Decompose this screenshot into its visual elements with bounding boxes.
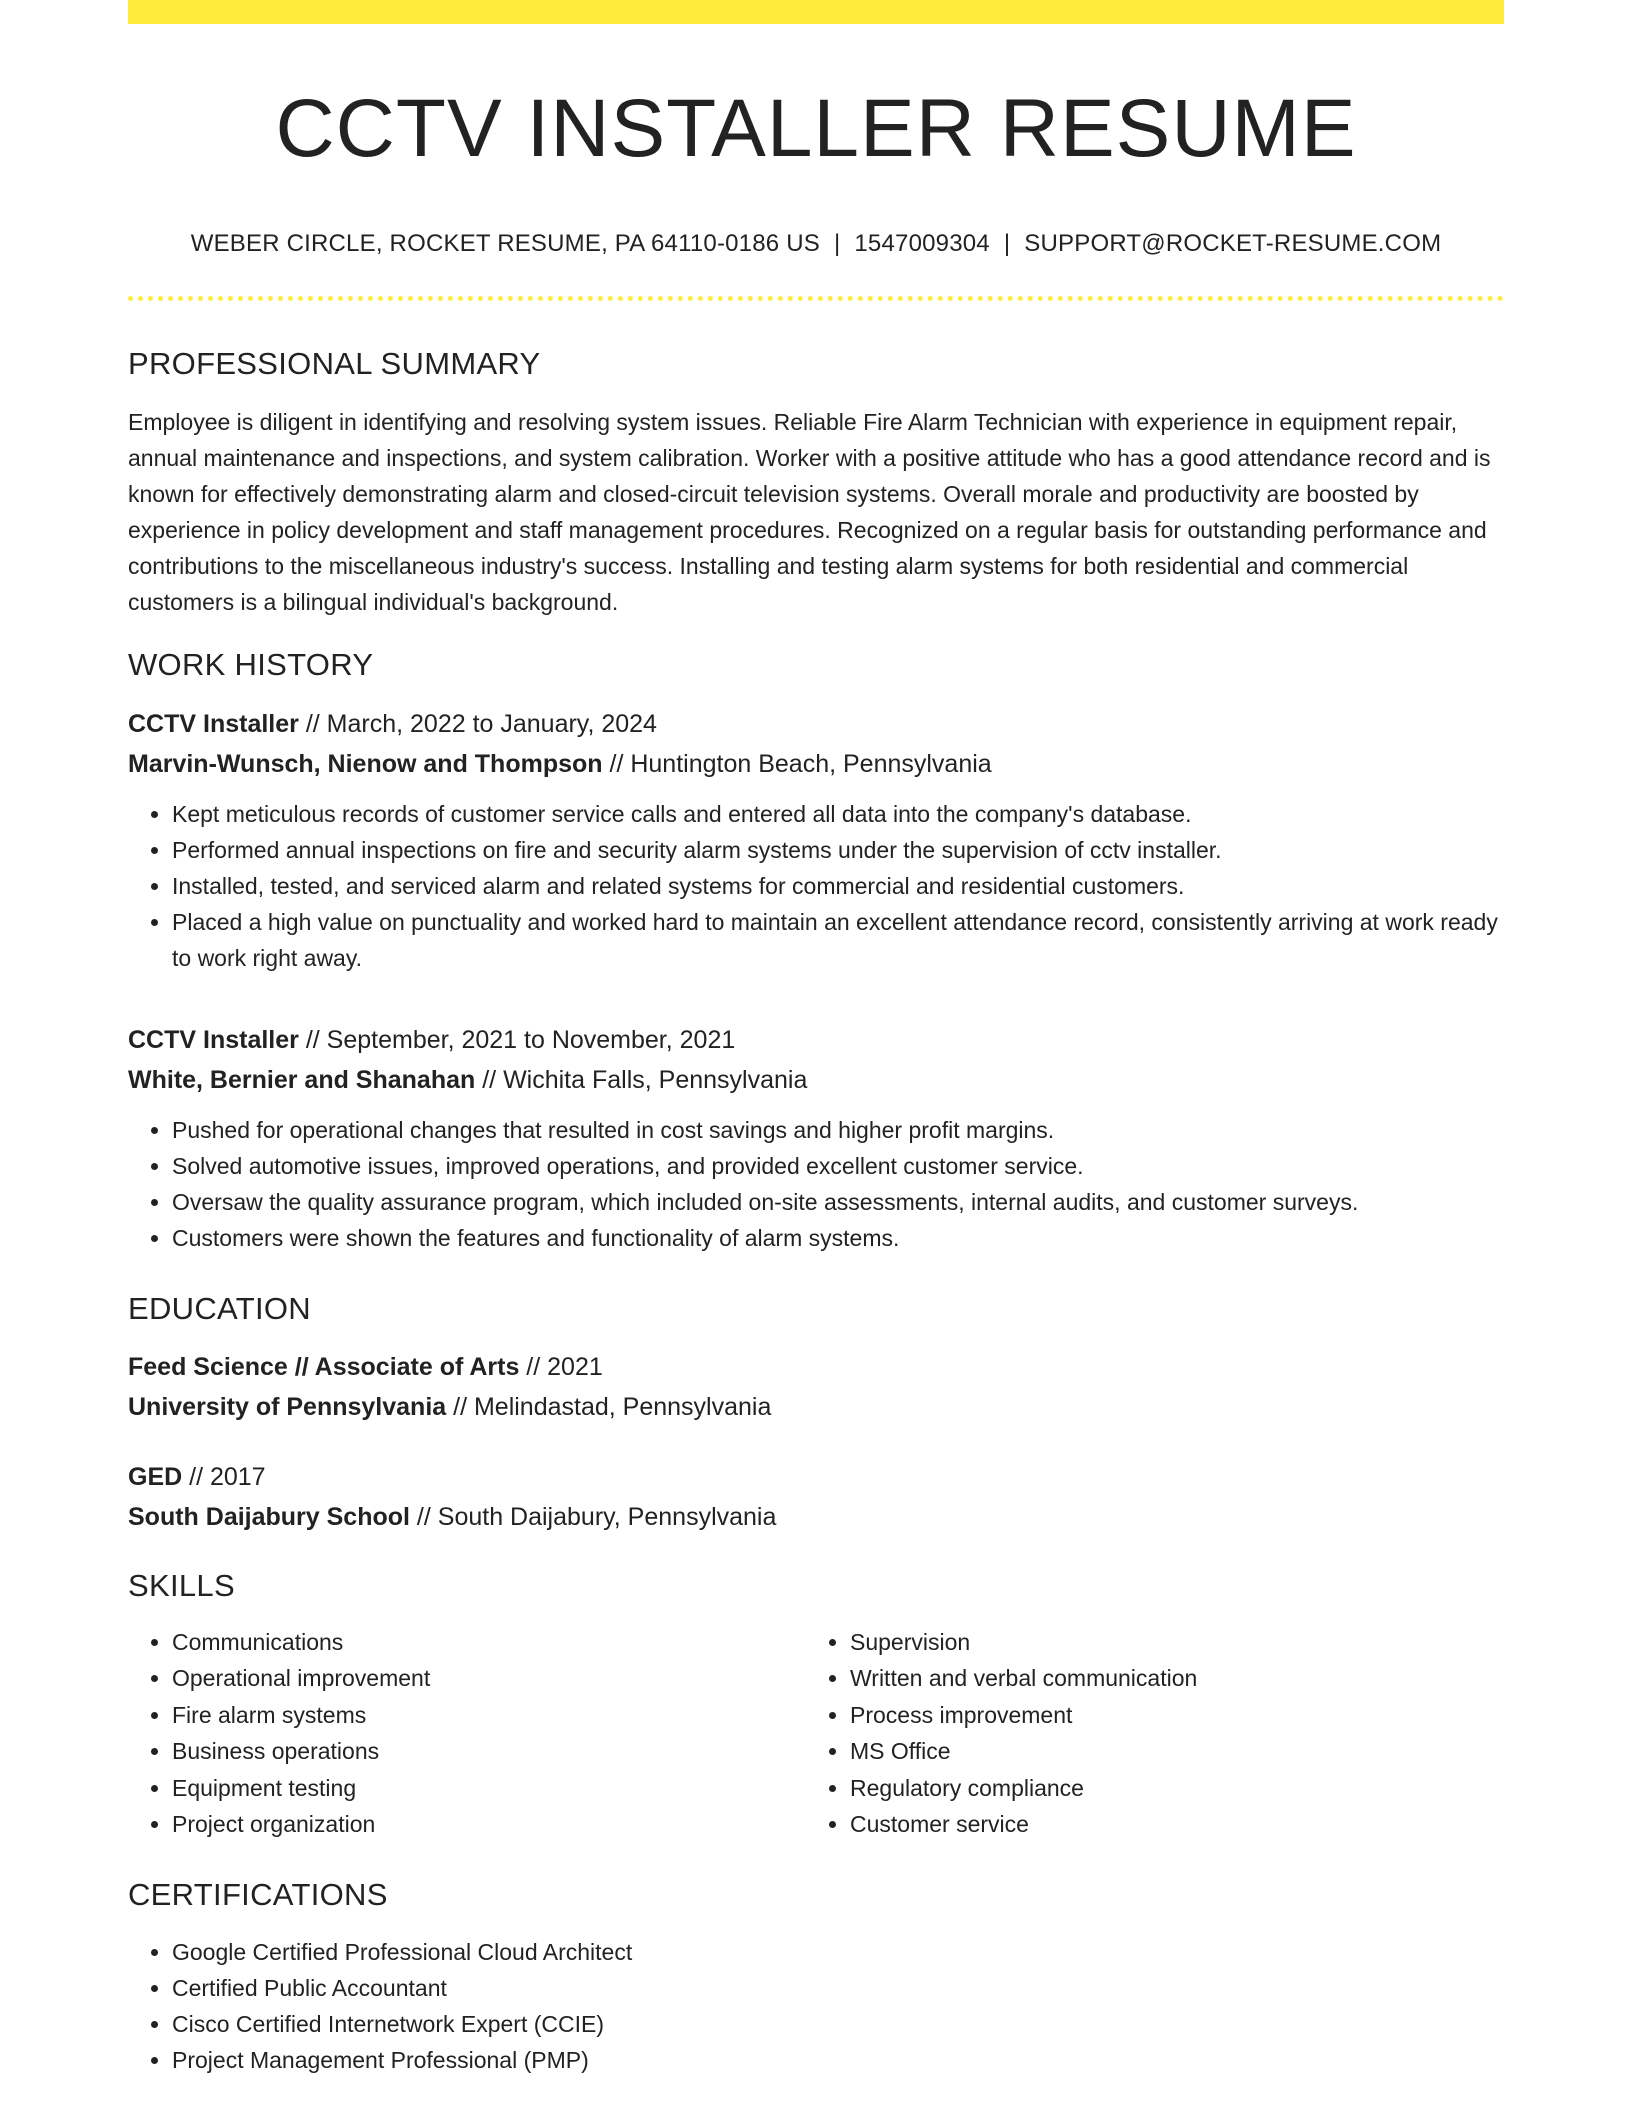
resume-page [128,0,1504,2078]
list-item: • Placed a high value on punctuality and worked hard to maintain an excellent attendance record, consistently arriving at work ready to work right away. [172,904,1504,976]
education-location: // South Daijabury, Pennsylvania [409,1502,777,1531]
job-company-line [128,1060,1504,1100]
list-item: • Equipment testing [172,1770,806,1806]
list-item: • Customer service [850,1806,1484,1842]
resume-title: CCTV INSTALLER RESUME [275,83,1357,174]
education-entry [128,1347,1504,1427]
education-school: South Daijabury School [128,1502,410,1531]
list-item: • Installed, tested, and serviced alarm and related systems for commercial and residential customers. [172,868,1504,904]
job-dates: // September, 2021 to November, 2021 [298,1025,736,1054]
contact-separator: | [833,230,841,258]
list-item: • Regulatory compliance [850,1770,1484,1806]
job-title: CCTV Installer [128,709,299,738]
education-school: University of Pennsylvania [128,1392,447,1421]
list-item: • Operational improvement [172,1660,806,1696]
job-entry [128,1020,1504,1256]
skills-right-column [806,1624,1484,1842]
education-year: // 2017 [182,1462,266,1491]
list-item: • Business operations [172,1733,806,1769]
contact-email[interactable]: SUPPORT@ROCKET-RESUME.COM [1024,230,1442,258]
list-item: • Solved automotive issues, improved operations, and provided excellent customer service. [172,1148,1504,1184]
education-degree: Feed Science // Associate of Arts [128,1352,520,1381]
section-heading-work-history: WORK HISTORY [128,647,374,683]
list-item: • Project organization [172,1806,806,1842]
job-company-line [128,744,1504,784]
education-degree-line [128,1457,1504,1497]
contact-address: WEBER CIRCLE, ROCKET RESUME, PA 64110-0186 US [190,230,820,258]
section-heading-skills: SKILLS [128,1567,235,1603]
list-item: • Oversaw the quality assurance program, which included on-site assessments, internal audits, and customer surveys. [172,1184,1504,1220]
list-item: • Pushed for operational changes that resulted in cost savings and higher profit margins. [172,1112,1504,1148]
dotted-divider [128,296,1504,301]
list-item: • Communications [172,1624,806,1660]
job-location: // Huntington Beach, Pennsylvania [602,749,992,778]
education-school-line [128,1497,1504,1537]
list-item: • Process improvement [850,1697,1484,1733]
section-heading-education: EDUCATION [128,1290,311,1326]
education-entry [128,1457,1504,1537]
contact-line [128,230,1504,258]
contact-separator: | [1003,230,1011,258]
certifications-list [128,1934,1504,2078]
list-item: • Cisco Certified Internetwork Expert (CCIE) [172,2006,1504,2042]
job-title-line [128,704,1504,744]
top-accent-bar [128,0,1504,24]
job-entry [128,704,1504,976]
list-item: • Project Management Professional (PMP) [172,2042,1504,2078]
list-item: • Supervision [850,1624,1484,1660]
list-item: • Performed annual inspections on fire and security alarm systems under the supervision of cctv installer. [172,832,1504,868]
job-bullets [128,1112,1504,1256]
list-item: • Fire alarm systems [172,1697,806,1733]
education-school-line [128,1387,1504,1427]
education-degree: GED [128,1462,183,1491]
section-heading-summary: PROFESSIONAL SUMMARY [128,346,541,382]
list-item: • Kept meticulous records of customer service calls and entered all data into the company's database. [172,796,1504,832]
list-item: • Customers were shown the features and functionality of alarm systems. [172,1220,1504,1256]
job-company: White, Bernier and Shanahan [128,1065,476,1094]
summary-text: Employee is diligent in identifying and resolving system issues. Reliable Fire Alarm Technician with experience in equipment repair, annual maintenance and inspections, and system calibration. Worker with a positive attitude who has a good attendance record and is known for effectively demonstrating alarm and closed-circuit television systems. Overall morale and productivity are boosted by experience in policy development and staff management procedures. Recognized on a regular basis for outstanding performance and contributions to the miscellaneous industry's success. Installing and testing alarm systems for both residential and commercial customers is a bilingual individual's background. [128,409,1491,616]
skills-columns [128,1624,1504,1842]
education-degree-line [128,1347,1504,1387]
education-year: // 2021 [519,1352,603,1381]
list-item: • Written and verbal communication [850,1660,1484,1696]
job-company: Marvin-Wunsch, Nienow and Thompson [128,749,603,778]
job-title-line [128,1020,1504,1060]
job-title: CCTV Installer [128,1025,299,1054]
list-item: • Certified Public Accountant [172,1970,1504,2006]
job-location: // Wichita Falls, Pennsylvania [475,1065,808,1094]
skills-left-column [128,1624,806,1842]
section-heading-certifications: CERTIFICATIONS [128,1877,388,1913]
education-location: // Melindastad, Pennsylvania [446,1392,772,1421]
contact-phone[interactable]: 1547009304 [854,230,990,258]
job-dates: // March, 2022 to January, 2024 [298,709,657,738]
list-item: • Google Certified Professional Cloud Architect [172,1934,1504,1970]
list-item: • MS Office [850,1733,1484,1769]
job-bullets [128,796,1504,976]
